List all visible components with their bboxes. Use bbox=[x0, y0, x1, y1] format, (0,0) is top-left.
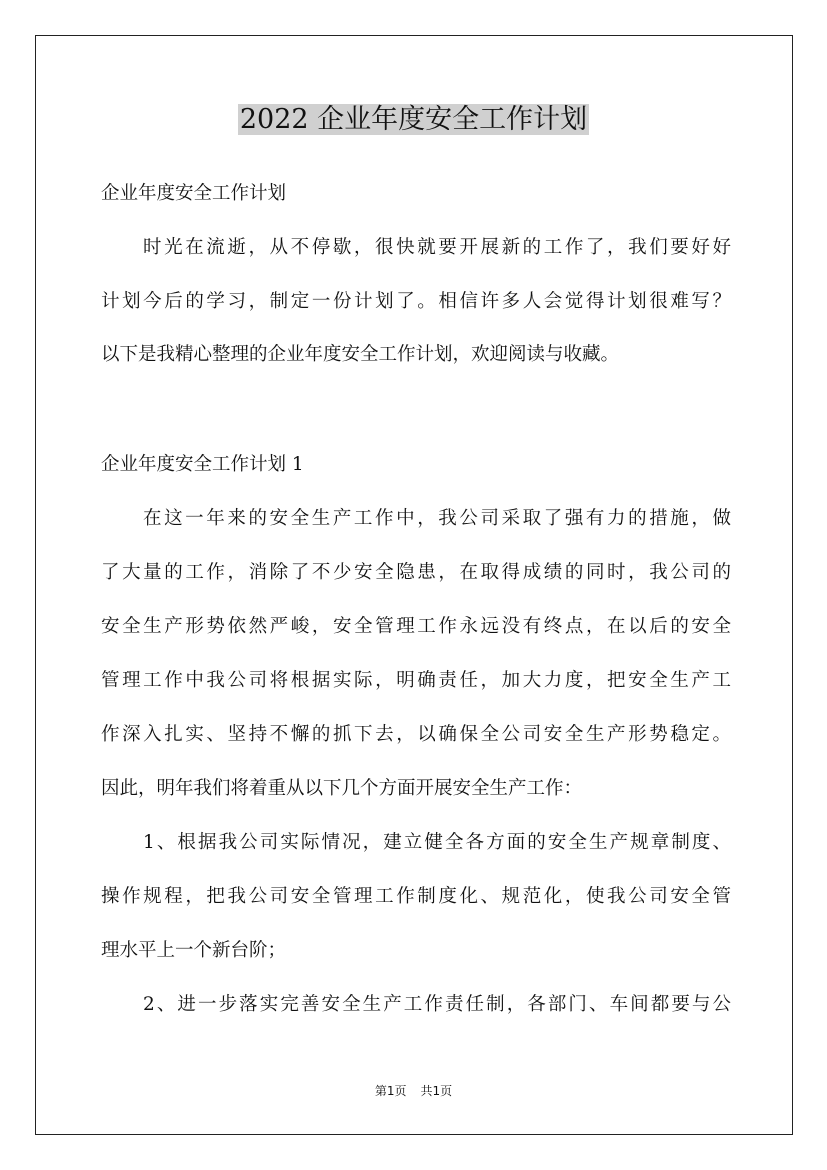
document-title bbox=[0, 100, 827, 140]
paragraph-line: 因此，明年我们将着重从以下几个方面开展安全生产工作： bbox=[101, 778, 583, 799]
list-item-line: 2、进一步落实完善安全生产工作责任制，各部门、车间都要与公 bbox=[143, 994, 731, 1015]
intro-heading: 企业年度安全工作计划 bbox=[101, 183, 287, 204]
list-item-line: 操作规程，把我公司安全管理工作制度化、规范化，使我公司安全管 bbox=[101, 886, 731, 907]
list-item-line: 理水平上一个新台阶； bbox=[101, 940, 287, 961]
paragraph-line: 作深入扎实、坚持不懈的抓下去，以确保全公司安全生产形势稳定。 bbox=[101, 724, 731, 745]
page-footer bbox=[0, 1083, 827, 1099]
section-heading: 企业年度安全工作计划 1 bbox=[101, 454, 304, 475]
document-title-text: 2022 企业年度安全工作计划 bbox=[239, 104, 588, 135]
paragraph-line: 管理工作中我公司将根据实际，明确责任，加大力度，把安全生产工 bbox=[101, 670, 731, 691]
list-item-line: 1、根据我公司实际情况，建立健全各方面的安全生产规章制度、 bbox=[143, 832, 731, 853]
page-total: 共1页 bbox=[420, 1084, 453, 1098]
intro-line: 计划今后的学习，制定一份计划了。相信许多人会觉得计划很难写？ bbox=[101, 291, 731, 312]
intro-line: 时光在流逝，从不停歇，很快就要开展新的工作了，我们要好好 bbox=[143, 237, 731, 258]
intro-line: 以下是我精心整理的企业年度安全工作计划，欢迎阅读与收藏。 bbox=[101, 344, 620, 365]
paragraph-line: 了大量的工作，消除了不少安全隐患，在取得成绩的同时，我公司的 bbox=[101, 562, 731, 583]
paragraph-line: 安全生产形势依然严峻，安全管理工作永远没有终点，在以后的安全 bbox=[101, 616, 731, 637]
paragraph-line: 在这一年来的安全生产工作中，我公司采取了强有力的措施，做 bbox=[143, 508, 731, 529]
page-number: 第1页 bbox=[374, 1084, 407, 1098]
